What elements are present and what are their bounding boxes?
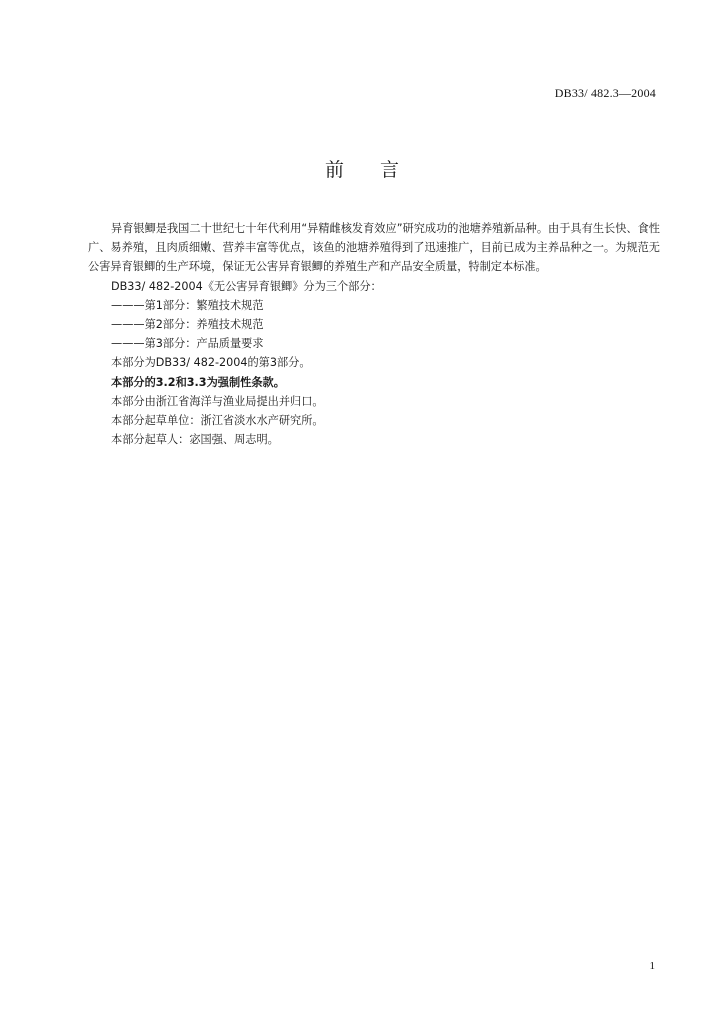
page-number: 1 xyxy=(649,960,655,972)
part-1-line: ———第1部分：繁殖技术规范 xyxy=(111,298,264,312)
document-code: DB33/ 482.3—2004 xyxy=(554,86,656,100)
intro-paragraph: 异育银鲫是我国二十世纪七十年代利用“异精雌核发育效应”研究成功的池塘养殖新品种。由于具有生长快、食性广、易养殖，且肉质细嫩、营养丰富等优点，该鱼的池塘养殖得到了迅速推广，目前已成为主养品种之一。为规范无公害异育银鲫的生产环境，保证无公害异育银鲫的养殖生产和产品安全质量，特制定本标准。 xyxy=(88,222,660,274)
drafters-line: 本部分起草人：宓国强、周志明。 xyxy=(111,433,279,447)
drafting-unit-line: 本部分起草单位：浙江省淡水水产研究所。 xyxy=(111,414,324,428)
this-part-line: 本部分为DB33/ 482-2004的第3部分。 xyxy=(111,356,311,370)
section-title: 前言 xyxy=(324,159,435,181)
part-3-line: ———第3部分：产品质量要求 xyxy=(111,337,264,351)
parts-intro-line: DB33/ 482-2004《无公害异育银鲫》分为三个部分： xyxy=(111,279,382,293)
preface-content xyxy=(88,219,660,449)
proposed-by-line: 本部分由浙江省海洋与渔业局提出并归口。 xyxy=(111,394,324,408)
mandatory-clauses-line: 本部分的3.2和3.3为强制性条款。 xyxy=(111,375,285,389)
part-2-line: ———第2部分：养殖技术规范 xyxy=(111,318,264,332)
